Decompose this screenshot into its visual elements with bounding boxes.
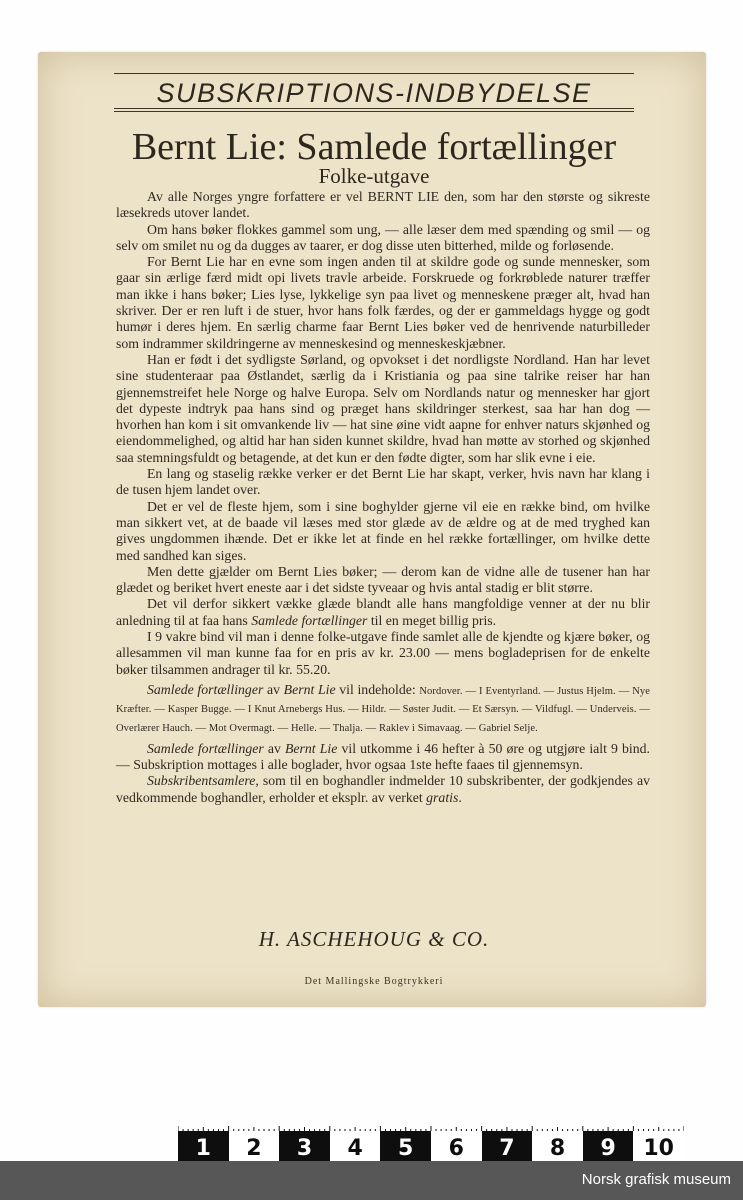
top-rule bbox=[114, 73, 634, 74]
contents-list: Nordover. — I Eventyrland. — Justus Hjelm. — Nye Kræfter. — Kasper Bugge. — I Knut Arnebergs Hus. — Hildr. — Søster Judit. — Et Særsyn. — Vildfugl. — Underveis. — Overlærer Hauch. — Mot Overmagt. — Helle. — Thalja. — Raklev i Simavaag. — Gabriel Selje. bbox=[116, 685, 651, 734]
ruler-number: 1 bbox=[178, 1131, 229, 1165]
paragraph-homes: Det er vel de fleste hjem, som i sine boghylder gjerne vil eie en række bind, om hvilke man sikkert vet, at de baade vil læses med stor glæde av de ældre og at de med tryghed kan gives ungdommen ihænde. Det er ikke let at finde en hel række fortællinger, om hvilke dette med sandhed kan siges. bbox=[116, 498, 650, 563]
ruler-number: 6 bbox=[431, 1131, 482, 1165]
book-subtitle: Folke-utgave bbox=[318, 164, 430, 188]
paragraph-works: En lang og staselig række verker er det Bernt Lie har skapt, verker, hvis navn har klang i de tusen hjem landet over. bbox=[116, 466, 650, 498]
paragraph-biography: Han er født i det sydligste Sørland, og opvokset i det nordligste Nordland. Han har levet sine studenteraar paa Østlandet, særlig da i Kristiania og paa sine talrike reiser har han gjennemstreifet hele Norge og halve Europa. Selv om Nordlands natur og mennesker har gjort det dypeste indtryk paa hans sind og præget hans skildringer sterkest, saa har han dog — hvorhen han kom i sit omvankende liv — hat sine øine vidt aapne for enhver naturs skjønhed og eiendommelighed, og altid har han siden kunnet skildre, hvad han møtte av storhed og skjønhed saa stemningsfuldt og betagende, at det kun er den fødte digter, som har slik evne i eie. bbox=[116, 351, 650, 465]
paragraph-testimony: Men dette gjælder om Bernt Lies bøker; — derom kan de vidne alle de tusener han har glædet og beriket hvert eneste aar i det sidste tyveaar og hvis antal stadig er blit større. bbox=[116, 563, 650, 596]
ruler-number: 7 bbox=[482, 1131, 533, 1165]
printer-name: Det Mallingske Bogtrykkeri bbox=[304, 976, 444, 987]
scale-ruler bbox=[178, 1131, 684, 1165]
publisher-name: H. ASCHEHOUG & CO. bbox=[258, 927, 490, 951]
paragraph-readers: Om hans bøker flokkes gammel som ung, — alle læser dem med spænding og smil — og selv om smilet nu og da dugges av taarer, er dog disse uten bitterhed, milde og forløsende. bbox=[116, 221, 650, 253]
paragraph-intro: Av alle Norges yngre forfattere er vel BERNT LIE den, som har den største og sikreste læsekreds utover landet. bbox=[116, 189, 650, 221]
ruler-number: 4 bbox=[330, 1131, 381, 1165]
paragraph-price: I 9 vakre bind vil man i denne folke-utgave finde samlet alle de kjendte og kjære bøker, og allesammen vil man kunne faa for en pris av kr. 23.00 — mens bogladeprisen for de enkelte bøker tilsammen andrager til kr. 55.20. bbox=[116, 629, 650, 677]
ruler-number: 5 bbox=[380, 1131, 431, 1165]
ruler-number: 2 bbox=[229, 1131, 280, 1165]
paragraph-offer: Det vil derfor sikkert vække glæde blandt alle hans mangfoldige venner at der nu blir anledning til at faa hans Samlede fortællinger til en meget billig pris. bbox=[116, 596, 650, 628]
paragraph-collectors: Subskribentsamlere, som til en boghandler indmelder 10 subskribenter, der godkjendes av vedkommende boghandler, erholder et eksplr. av verket gratis. bbox=[116, 773, 650, 805]
ruler-number: 10 bbox=[633, 1131, 684, 1165]
museum-name: Norsk grafisk museum bbox=[581, 1171, 731, 1188]
header-rule-2 bbox=[114, 111, 634, 112]
header-rule-1 bbox=[114, 108, 634, 109]
paragraph-ability: For Bernt Lie har en evne som ingen anden til at skildre gode og sunde mennesker, som gaar sin ærlige færd midt opi livets travle arbeide. Forskruede og forkrøblede naturer træffer man ikke i hans bøker; Lies lyse, lykkelige syn paa livet og menneskene præger alt, hvad han skriver. Der er ren luft i de stuer, hvor hans folk færdes, og der er gammeldags hygge og godt humør i deres hjem. En særlig charme faar Bernt Lies bøker ved de henrivende naturbilleder som indrammer skildringerne av menneskesind og menneskeskjæbner. bbox=[116, 254, 650, 351]
paragraph-installments: Samlede fortællinger av Bernt Lie vil utkomme i 46 hefter à 50 øre og utgjøre ialt 9 bind. — Subskription mottages i alle boglader, hvor ogsaa 1ste hefte faaes til gjennemsyn. bbox=[116, 740, 651, 773]
book-title: Bernt Lie: Samlede fortællinger bbox=[131, 126, 617, 168]
ruler-number: 3 bbox=[279, 1131, 330, 1165]
subscription-header: SUBSKRIPTIONS-INDBYDELSE bbox=[156, 78, 592, 108]
museum-footer bbox=[0, 1161, 743, 1200]
ruler-number: 8 bbox=[532, 1131, 583, 1165]
ruler-number: 9 bbox=[583, 1131, 634, 1165]
body-text bbox=[116, 189, 650, 806]
paragraph-contents: Samlede fortællinger av Bernt Lie vil indeholde: Nordover. — I Eventyrland. — Justus Hjelm. — Nye Kræfter. — Kasper Bugge. — I Knut Arnebergs Hus. — Hildr. — Søster Judit. — Et Særsyn. — Vildfugl. — Underveis. — Overlærer Hauch. — Mot Overmagt. — Helle. — Thalja. — Raklev i Simavaag. — Gabriel Selje. bbox=[116, 681, 651, 734]
